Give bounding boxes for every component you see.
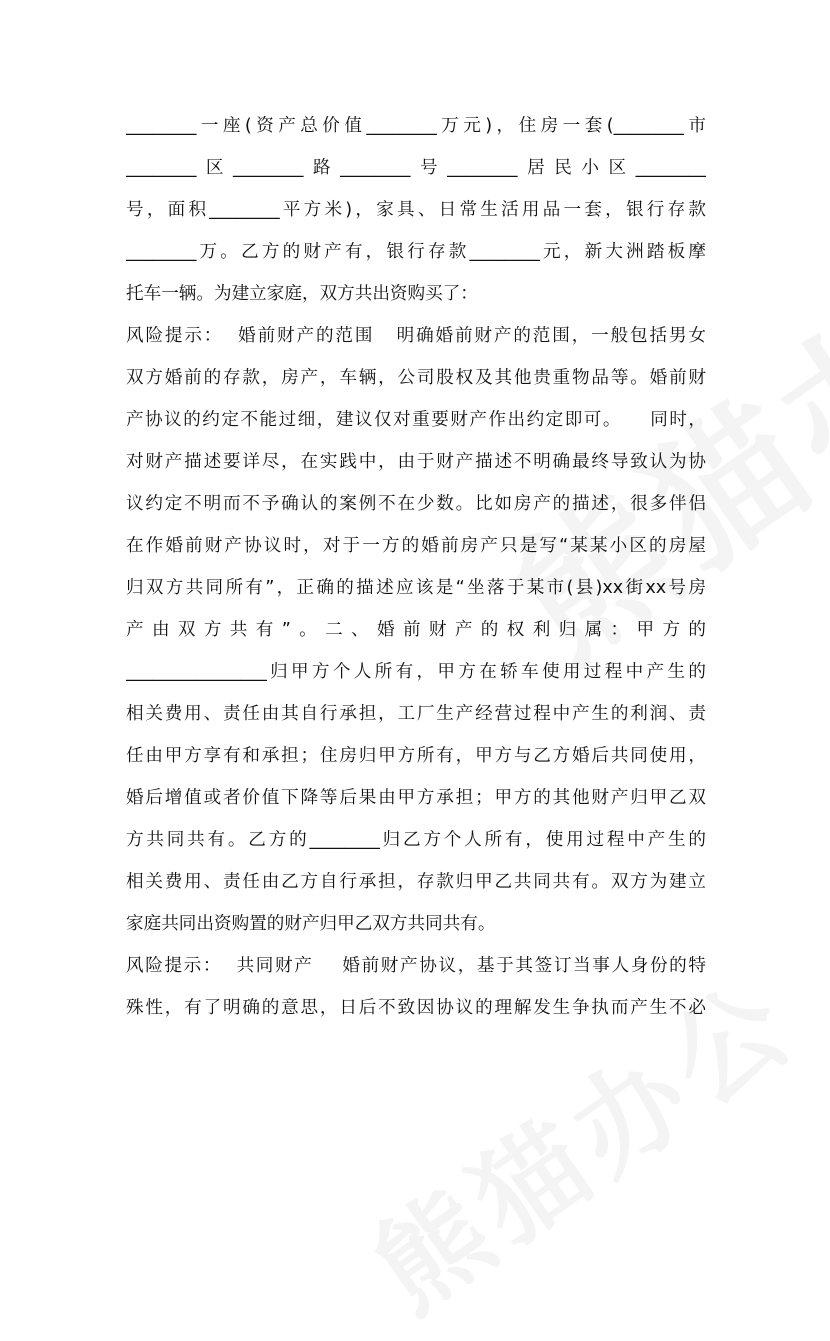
text-line: 婚后增值或者价值下降等后果由甲方承担；甲方的其他财产归甲乙双	[126, 788, 706, 808]
text-line: ________一座(资产总价值________万元)，住房一套(________市	[126, 116, 706, 136]
text-line: 归双方共同所有”，正确的描述应该是“坐落于某市(县)xx街xx号房	[126, 578, 706, 598]
text-line: 风险提示： 共同财产 婚前财产协议，基于其签订当事人身份的特	[126, 956, 706, 976]
text-line: 在作婚前财产协议时，对于一方的婚前房产只是写“某某小区的房屋	[126, 536, 706, 556]
text-line: 产协议的约定不能过细，建议仅对重要财产作出约定即可。 同时，	[126, 410, 706, 430]
text-line: 双方婚前的存款，房产，车辆，公司股权及其他贵重物品等。婚前财	[126, 368, 706, 388]
text-line: 托车一辆。为建立家庭，双方共出资购买了：	[126, 284, 478, 304]
document-body	[126, 105, 706, 1029]
text-line: 方共同共有。乙方的________归乙方个人所有，使用过程中产生的	[126, 830, 706, 850]
text-line: 议约定不明而不予确认的案例不在少数。比如房产的描述，很多伴侣	[126, 494, 706, 514]
text-line: 相关费用、责任由乙方自行承担，存款归甲乙共同共有。双方为建立	[126, 872, 706, 892]
text-line: 家庭共同出资购置的财产归甲乙双方共同共有。	[126, 914, 496, 934]
text-line: ________区________路________号________居民小区________	[126, 158, 706, 178]
text-line: 相关费用、责任由其自行承担，工厂生产经营过程中产生的利润、责	[126, 704, 706, 724]
text-line: 风险提示： 婚前财产的范围 明确婚前财产的范围，一般包括男女	[126, 326, 706, 346]
text-line: 任由甲方享有和承担；住房归甲方所有，甲方与乙方婚后共同使用，	[126, 746, 706, 766]
text-line: ________万。乙方的财产有，银行存款________元，新大洲踏板摩	[126, 242, 706, 262]
text-line: 殊性，有了明确的意思，日后不致因协议的理解发生争执而产生不必	[126, 998, 706, 1018]
text-line: 对财产描述要详尽，在实践中，由于财产描述不明确最终导致认为协	[126, 452, 706, 472]
text-line: ________________归甲方个人所有，甲方在轿车使用过程中产生的	[126, 662, 706, 682]
text-line: 号，面积________平方米)，家具、日常生活用品一套，银行存款	[126, 200, 706, 220]
text-line: 产由双方共有”。二、婚前财产的权利归属：甲方的	[126, 620, 706, 640]
